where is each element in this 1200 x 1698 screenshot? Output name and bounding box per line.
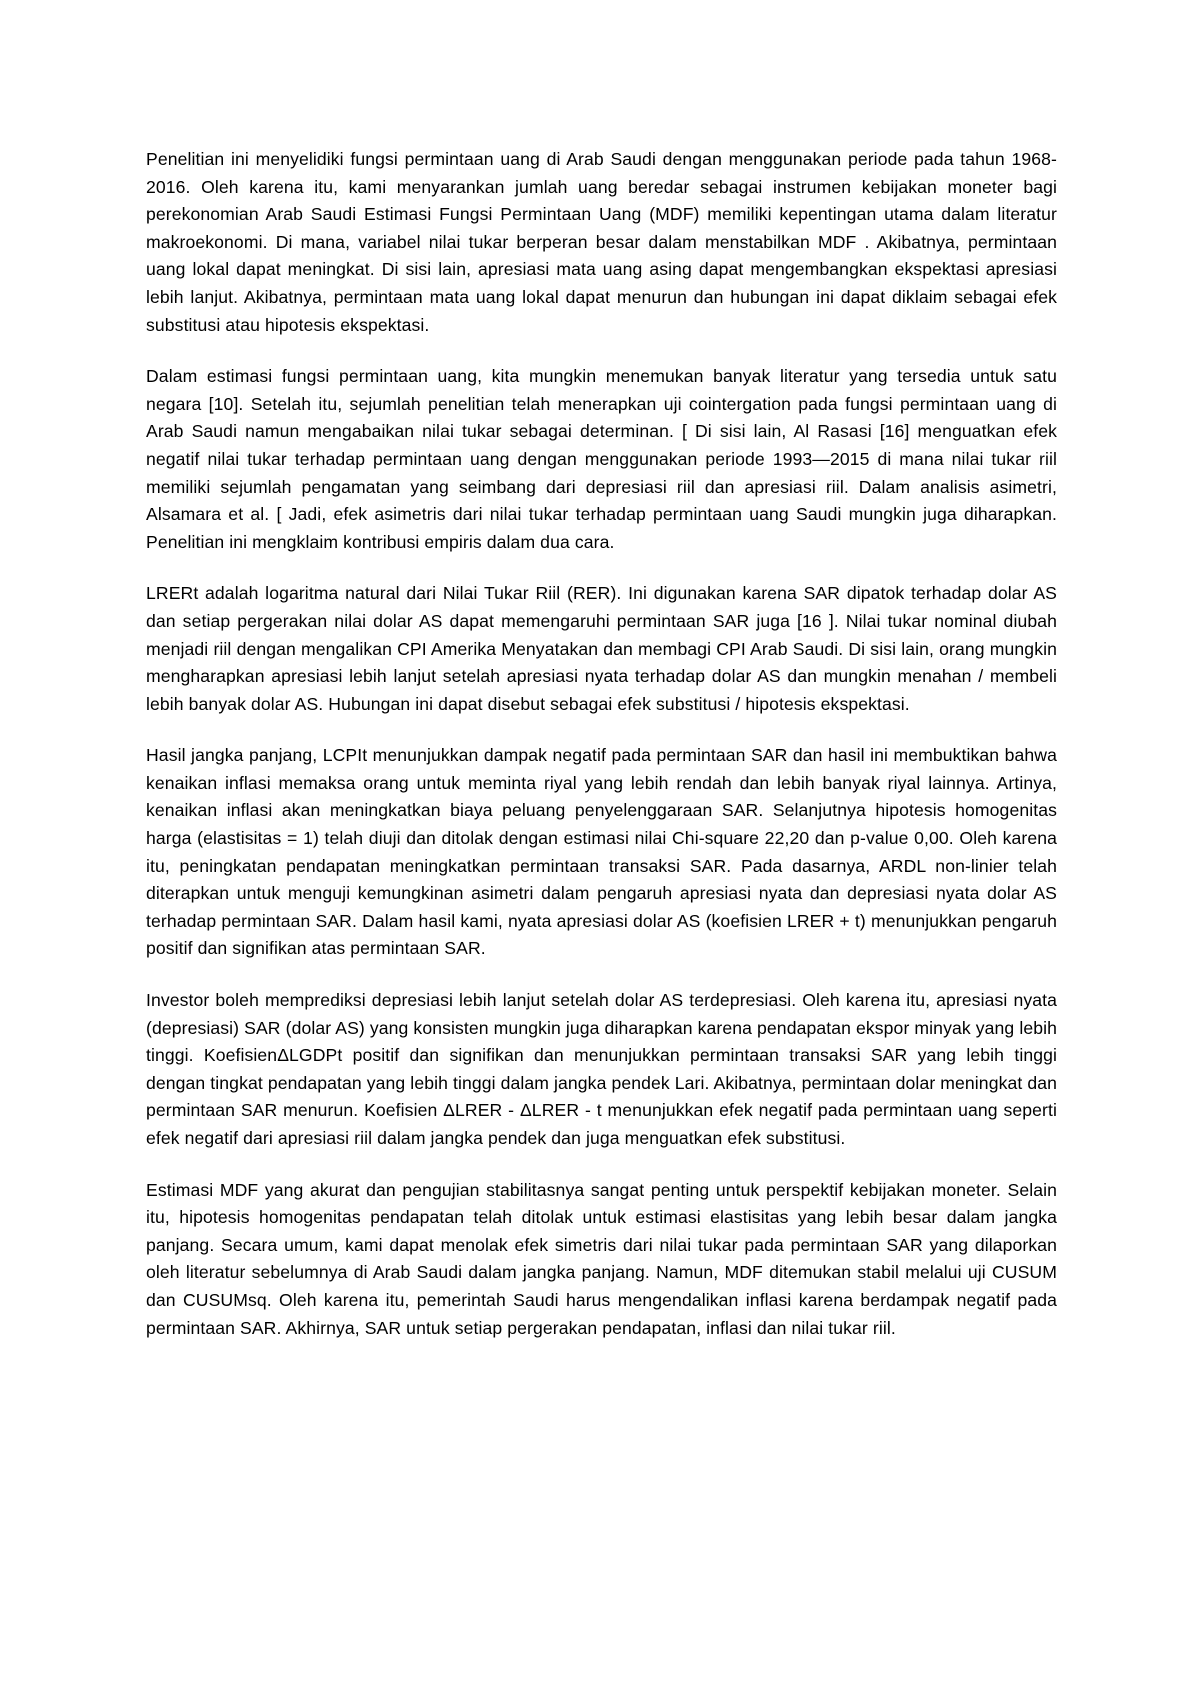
paragraph-6: Estimasi MDF yang akurat dan pengujian stabilitasnya sangat penting untuk perspektif kebijakan moneter. Selain itu, hipotesis homogenitas pendapatan telah ditolak untuk estimasi elastisitas yang lebih besar dalam jangka panjang. Secara umum, kami dapat menolak efek simetris dari nilai tukar pada permintaan SAR yang dilaporkan oleh literatur sebelumnya di Arab Saudi dalam jangka panjang. Namun, MDF ditemukan stabil melalui uji CUSUM dan CUSUMsq. Oleh karena itu, pemerintah Saudi harus mengendalikan inflasi karena berdampak negatif pada permintaan SAR. Akhirnya, SAR untuk setiap pergerakan pendapatan, inflasi dan nilai tukar riil. — [146, 1179, 1057, 1338]
paragraph-3: LRERt adalah logaritma natural dari Nilai Tukar Riil (RER). Ini digunakan karena SAR dipatok terhadap dolar AS dan setiap pergerakan nilai dolar AS dapat memengaruhi permintaan SAR juga [16 ]. Nilai tukar nominal diubah menjadi riil dengan mengalikan CPI Amerika Menyatakan dan membagi CPI Arab Saudi. Di sisi lain, orang mungkin mengharapkan apresiasi lebih lanjut setelah apresiasi nyata terhadap dolar AS dan mungkin menahan / membeli lebih banyak dolar AS. Hubungan ini dapat disebut sebagai efek substitusi / hipotesis ekspektasi. — [146, 583, 1057, 714]
paragraph-1: Penelitian ini menyelidiki fungsi permintaan uang di Arab Saudi dengan menggunakan periode pada tahun 1968-2016. Oleh karena itu, kami menyarankan jumlah uang beredar sebagai instrumen kebijakan moneter bagi perekonomian Arab Saudi Estimasi Fungsi Permintaan Uang (MDF) memiliki kepentingan utama dalam literatur makroekonomi. Di mana, variabel nilai tukar berperan besar dalam menstabilkan MDF . Akibatnya, permintaan uang lokal dapat meningkat. Di sisi lain, apresiasi mata uang asing dapat mengembangkan ekspektasi apresiasi lebih lanjut. Akibatnya, permintaan mata uang lokal dapat menurun dan hubungan ini dapat diklaim sebagai efek substitusi atau hipotesis ekspektasi. — [146, 149, 1057, 335]
paragraph-5: Investor boleh memprediksi depresiasi lebih lanjut setelah dolar AS terdepresiasi. Oleh karena itu, apresiasi nyata (depresiasi) SAR (dolar AS) yang konsisten mungkin juga diharapkan karena pendapatan ekspor minyak yang lebih tinggi. KoefisienΔLGDPt positif dan signifikan dan menunjukkan permintaan transaksi SAR yang lebih tinggi dengan tingkat pendapatan yang lebih tinggi dalam jangka pendek Lari. Akibatnya, permintaan dolar meningkat dan permintaan SAR menurun. Koefisien ΔLRER - ΔLRER - t menunjukkan efek negatif pada permintaan uang seperti efek negatif dari apresiasi riil dalam jangka pendek dan juga menguatkan efek substitusi. — [146, 990, 1057, 1148]
paragraph-4: Hasil jangka panjang, LCPIt menunjukkan dampak negatif pada permintaan SAR dan hasil ini membuktikan bahwa kenaikan inflasi memaksa orang untuk meminta riyal yang lebih rendah dan lebih banyak riyal lainnya. Artinya, kenaikan inflasi akan meningkatkan biaya peluang penyelenggaraan SAR. Selanjutnya hipotesis homogenitas harga (elastisitas = 1) telah diuji dan ditolak dengan estimasi nilai Chi-square 22,20 dan p-value 0,00. Oleh karena itu, peningkatan pendapatan meningkatkan permintaan transaksi SAR. Pada dasarnya, ARDL non-linier telah diterapkan untuk menguji kemungkinan asimetri dalam pengaruh apresiasi nyata dan depresiasi nyata dolar AS terhadap permintaan SAR. Dalam hasil kami, nyata apresiasi dolar AS (koefisien LRER + t) menunjukkan pengaruh positif dan signifikan atas permintaan SAR. — [146, 745, 1057, 959]
document-page — [146, 146, 1057, 1366]
paragraph-2: Dalam estimasi fungsi permintaan uang, kita mungkin menemukan banyak literatur yang tersedia untuk satu negara [10]. Setelah itu, sejumlah penelitian telah menerapkan uji cointergation pada fungsi permintaan uang di Arab Saudi namun mengabaikan nilai tukar sebagai determinan. [ Di sisi lain, Al Rasasi [16] menguatkan efek negatif nilai tukar terhadap permintaan uang dengan menggunakan periode 1993—2015 di mana nilai tukar riil memiliki sejumlah pengamatan yang seimbang dari depresiasi riil dan apresiasi riil. Dalam analisis asimetri, Alsamara et al. [ Jadi, efek asimetris dari nilai tukar terhadap permintaan uang Saudi mungkin juga diharapkan. Penelitian ini mengklaim kontribusi empiris dalam dua cara. — [146, 366, 1057, 552]
